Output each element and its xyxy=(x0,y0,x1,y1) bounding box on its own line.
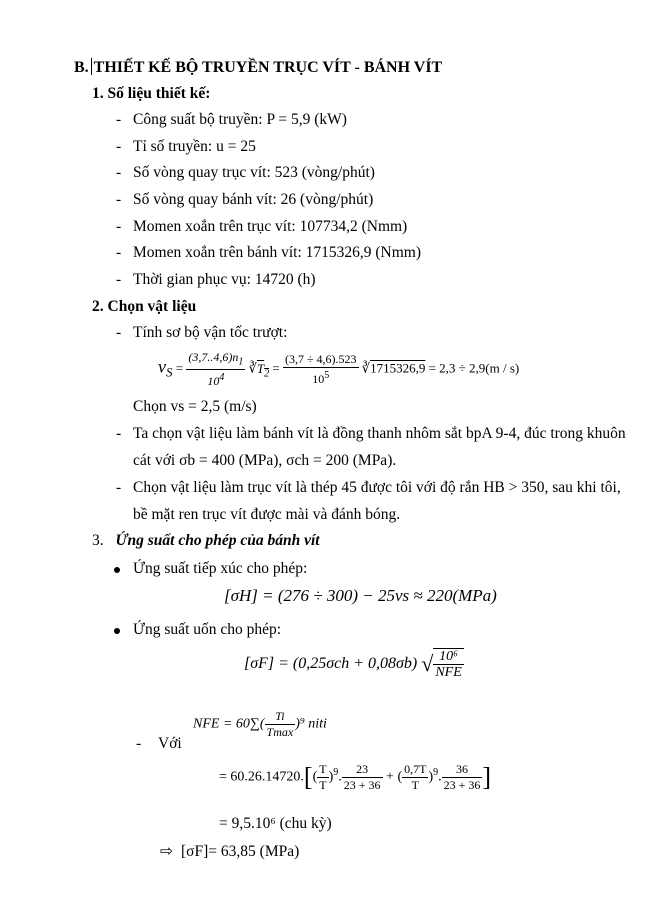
eq1-fraction-1 xyxy=(186,350,245,389)
list-item: Thời gian phục vụ: 14720 (h) xyxy=(133,271,316,288)
eqF-den: NFE xyxy=(435,665,462,680)
eq1-f1-den: 10 xyxy=(207,374,220,389)
eqF-lhs: [σF] = (0,25σch + 0,08σb) xyxy=(244,655,418,672)
calc-t1: T xyxy=(319,762,327,776)
contact-stress-equation: [σH] = (276 ÷ 300) − 25vs ≈ 220(MPa) xyxy=(224,586,497,605)
eq1-f2-den: 10 xyxy=(312,372,325,387)
list-item: Số vòng quay bánh vít: 26 (vòng/phút) xyxy=(133,191,374,208)
bullet-item: Ứng suất tiếp xúc cho phép: xyxy=(133,560,308,577)
eq1-root1-sub: 2 xyxy=(264,368,270,380)
list-item: Số vòng quay trục vít: 523 (vòng/phút) xyxy=(133,164,375,181)
eq1-f2-num: (3,7 ÷ 4,6).523 xyxy=(284,352,357,367)
calc-frac-36 xyxy=(442,762,483,793)
calc-exp-1: 9 xyxy=(333,767,339,779)
bullet-dot xyxy=(114,628,120,634)
list-dash: - xyxy=(116,111,122,128)
list-item: Momen xoắn trên trục vít: 107734,2 (Nmm) xyxy=(133,218,408,235)
calc-frac-t xyxy=(317,762,328,793)
list-dash: - xyxy=(116,324,122,341)
list-dash: - xyxy=(116,244,122,261)
eq1-f1-num: (3,7..4,6)n xyxy=(188,350,239,364)
title-prefix: B. xyxy=(74,59,89,76)
calc-f1-den: 23 + 36 xyxy=(343,778,381,792)
eq1-lhs: v xyxy=(158,356,166,377)
list-dash: - xyxy=(116,164,122,181)
list-dash: - xyxy=(116,479,122,496)
section3-title: Ứng suất cho phép của bánh vít xyxy=(115,532,320,549)
list-item: Tỉ số truyền: u = 25 xyxy=(133,138,256,155)
nfe-equation xyxy=(193,709,327,740)
calc-t1d: T xyxy=(319,778,327,792)
title-text: THIẾT KẾ BỘ TRUYỀN TRỤC VÍT - BÁNH VÍT xyxy=(93,59,443,76)
list-item: Ta chọn vật liệu làm bánh vít là đồng thanh nhôm sắt bpA 9-4, đúc trong khuôn xyxy=(133,425,626,442)
bullet-dot xyxy=(114,567,120,573)
eq1-lhs-sub: S xyxy=(166,364,173,380)
calc-exp-2: 9 xyxy=(433,767,439,779)
eq1-fraction-2 xyxy=(283,352,359,387)
list-item: Công suất bộ truyền: P = 5,9 (kW) xyxy=(133,111,347,128)
section3-num: 3. xyxy=(92,532,104,549)
list-item-cont: bề mặt ren trục vít được mài và đánh bóng. xyxy=(133,506,401,523)
eq1-f1-num-sub: 1 xyxy=(238,356,244,368)
arrow-icon: ⇨ xyxy=(160,843,173,860)
eq1-result: = 2,3 ÷ 2,9(m / s) xyxy=(428,360,520,376)
chosen-velocity: Chọn vs = 2,5 (m/s) xyxy=(133,398,257,415)
section2-heading: 2. Chọn vật liệu xyxy=(92,298,197,315)
calc-frac-23 xyxy=(342,762,383,793)
section1-heading: 1. Số liệu thiết kế: xyxy=(92,85,211,102)
eq1-f2-den-sup: 5 xyxy=(324,370,330,382)
final-result xyxy=(160,842,299,861)
calc-t2: 0,7T xyxy=(404,762,427,776)
calc-frac-07t xyxy=(402,762,428,793)
list-item: Chọn vật liệu làm trục vít là thép 45 được tôi với độ rắn HB > 350, sau khi tôi, xyxy=(133,479,621,496)
list-dash: - xyxy=(116,271,122,288)
calc-f2-den: 23 + 36 xyxy=(443,778,481,792)
velocity-equation: $v_S$ = $\frac{(3,7..4,6)n_1}{10^4}$ $∛T_2$ = $\frac{(3,7 \div 4,6).523}{10^5}$ ∛1715326,9 = 2,3 ÷ 2,9(m / s) xyxy=(158,350,520,389)
list-item: Tính sơ bộ vận tốc trượt: xyxy=(133,324,288,341)
eq1-root2: 1715326,9 xyxy=(370,360,426,376)
bending-stress-equation: [σF] = (0,25σch + 0,08σb) √ $\frac{\text{10⁶}}{\text{NFE}}$ xyxy=(244,649,462,680)
text-cursor xyxy=(91,58,92,75)
calc-f2-num: 36 xyxy=(442,762,483,778)
eq1-f1-den-sup: 4 xyxy=(219,372,225,384)
nfe-frac-num: Ti xyxy=(265,709,296,725)
bullet-item: Ứng suất uốn cho phép: xyxy=(133,621,282,638)
eqF-num: 10⁶ xyxy=(433,649,463,665)
eq1-root1: T xyxy=(256,360,265,376)
section3-heading xyxy=(92,532,320,550)
list-dash: - xyxy=(116,191,122,208)
list-dash: - xyxy=(136,735,142,752)
list-item: Momen xoắn trên bánh vít: 1715326,9 (Nmm) xyxy=(133,244,421,261)
calc-prefix: = 60.26.14720. xyxy=(219,769,304,785)
eqF-fraction xyxy=(433,648,463,680)
list-dash: - xyxy=(116,138,122,155)
list-dash: - xyxy=(116,218,122,235)
with-label: Với xyxy=(158,735,182,752)
calc-t2d: T xyxy=(411,778,419,792)
nfe-result: = 9,5.10⁶ (chu kỳ) xyxy=(219,815,332,832)
final-stress: [σF]= 63,85 (MPa) xyxy=(181,843,300,860)
nfe-fraction xyxy=(265,709,296,740)
nfe-calculation: = 60.26.14720.[( $\frac{T}{T}$ )$^9$. $\frac{23}{23 + 36}$ + ( $\frac{0,7T}{T}$ )$^9$. $\frac{36}{23 + 36}$ ] xyxy=(219,762,492,792)
calc-f1-num: 23 xyxy=(342,762,383,778)
nfe-lhs: NFE = 60∑( xyxy=(193,716,265,732)
nfe-rest: )⁹ niti xyxy=(295,716,327,732)
document-title xyxy=(74,58,442,77)
list-item-cont: cát với σb = 400 (MPa), σch = 200 (MPa). xyxy=(133,452,397,469)
nfe-frac-den: Tmax xyxy=(266,725,294,739)
list-dash: - xyxy=(116,425,122,442)
